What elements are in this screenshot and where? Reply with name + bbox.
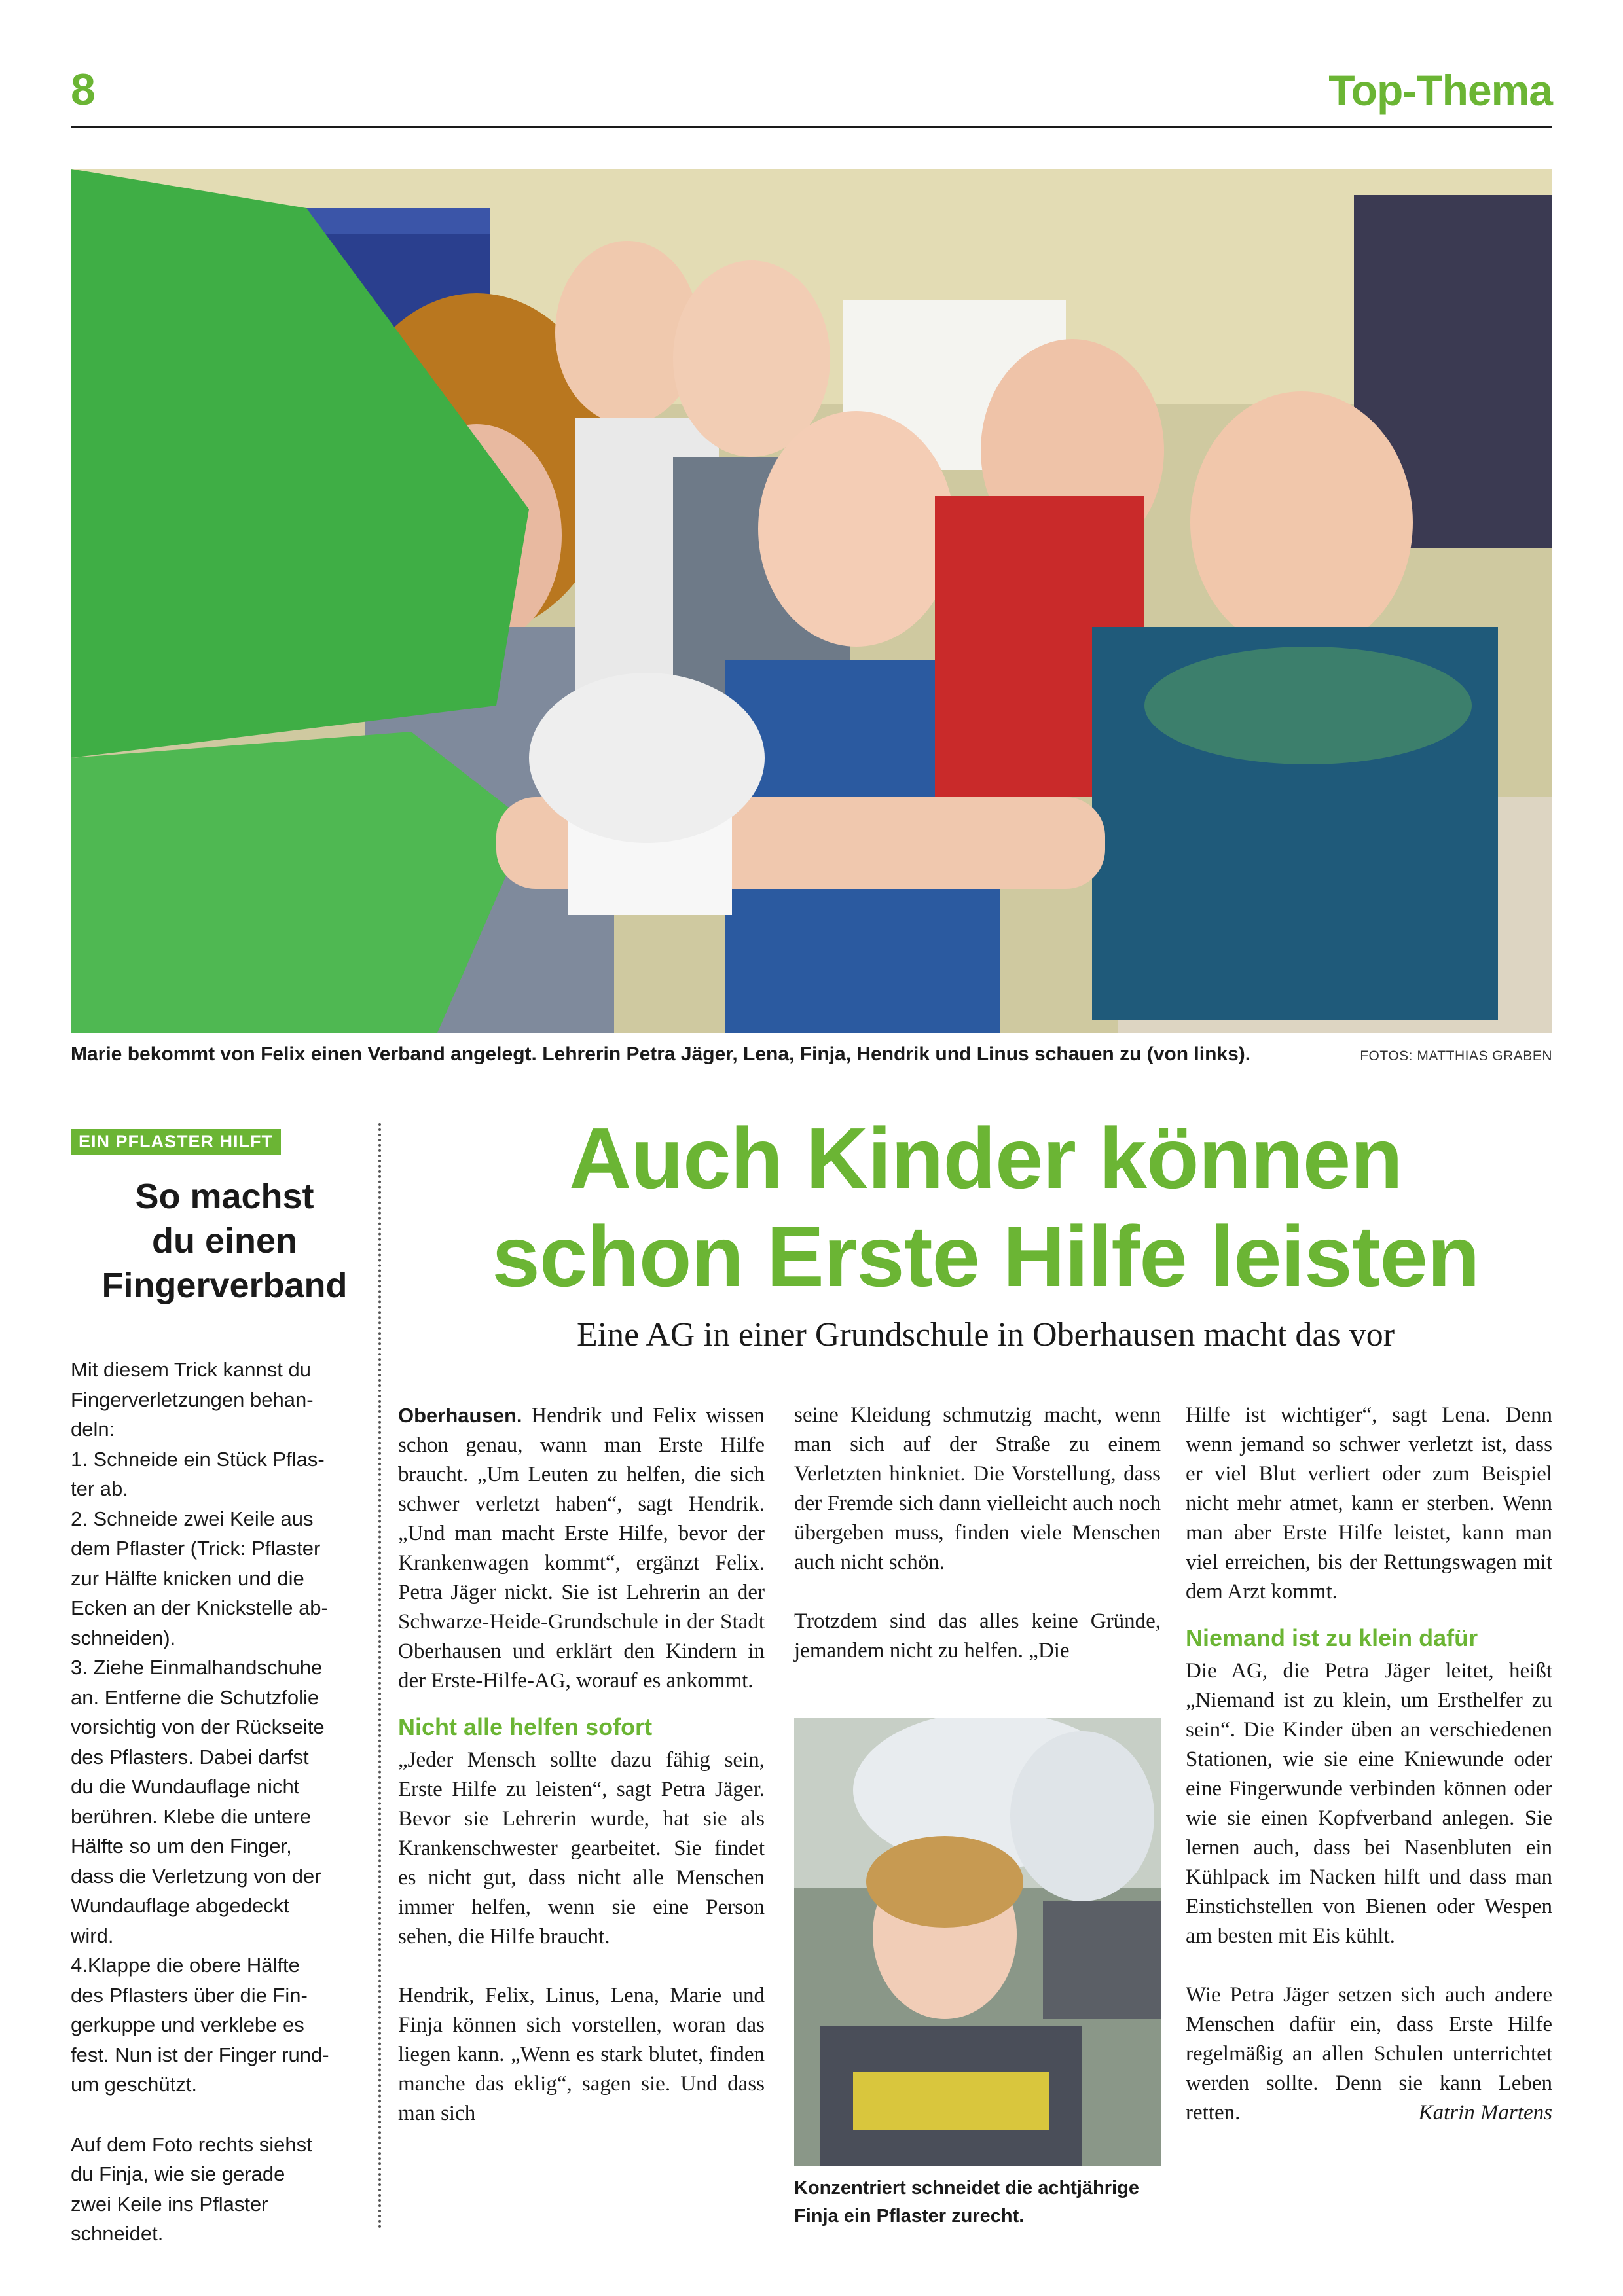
info-box-line: des Pflasters. Dabei darfst — [71, 1745, 309, 1768]
info-box-title-line: Fingerverband — [101, 1266, 348, 1305]
info-box-body — [71, 1355, 378, 2249]
info-box-line: 3. Ziehe Einmalhandschuhe — [71, 1656, 323, 1679]
main-photo — [71, 169, 1552, 1033]
article-paragraph: Die AG, die Petra Jäger leitet, heißt „Niemand ist zu klein, um Ersthelfer zu sein“. Die Kinder üben an verschiedenen Stationen, wie sie eine Kniewunde oder eine Fingerwunde verbinden können oder wie sie einen Kopfverband anlegen. Sie lernen auch, dass bei Nasenbluten ein Kühlpack im Nacken hilft und dass man Einstichstellen von Bienen oder Wespen am besten mit Eis kühlt. — [1186, 1659, 1552, 1948]
info-box-line: Mit diesem Trick kannst du — [71, 1358, 311, 1381]
article-paragraph — [1186, 1981, 1552, 2128]
info-box-line: 2. Schneide zwei Keile aus — [71, 1507, 314, 1530]
article-paragraph: Hilfe ist wichtiger“, sagt Lena. Denn wenn jemand so schwer verletzt ist, dass er viel Blut verliert oder zum Beispiel nicht mehr atmet, kann er sterben. Wenn man aber Erste Hilfe leistet, kann man viel erreichen, bis der Rettungswagen mit dem Arzt kommt. — [1186, 1403, 1552, 1604]
dotted-divider — [378, 1123, 381, 2229]
info-box-line: du die Wundauflage nicht — [71, 1775, 300, 1798]
info-box-line: Hälfte so um den Finger, — [71, 1835, 292, 1857]
info-box — [71, 1129, 378, 2249]
section-title: Top-Thema — [1328, 66, 1552, 115]
info-box-line: du Finja, wie sie gerade — [71, 2162, 285, 2185]
article-paragraph: „Jeder Mensch sollte dazu fähig sein, Erste Hilfe zu leisten“, sagt Petra Jäger. Bevor sie Lehrerin wurde, hat sie als Krankenschwester gearbeitet. Sie findet es nicht gut, dass nicht alle Menschen immer helfen, wenn sie eine Person sehen, die Hilfe braucht. — [398, 1748, 765, 1948]
info-box-line: um geschützt. — [71, 2073, 197, 2096]
paragraph-text: Wie Petra Jäger setzen sich auch andere Menschen dafür ein, dass Erste Hilfe regelmäßig an allen Schulen unterrichtet werden sollte. Denn sie kann Leben retten. — [1186, 1983, 1552, 2125]
info-box-line: Wundauflage abgedeckt — [71, 1894, 289, 1917]
article-paragraph: Trotzdem sind das alles keine Gründe, jemandem nicht zu helfen. „Die — [794, 1609, 1161, 1662]
info-box-line: Fingerverletzungen behan- — [71, 1388, 314, 1411]
dateline: Oberhausen. — [398, 1404, 522, 1427]
info-box-line: dem Pflaster (Trick: Pflaster — [71, 1537, 321, 1560]
headline — [419, 1109, 1552, 1306]
info-box-line: schneiden). — [71, 1626, 176, 1649]
info-box-line: Ecken an der Knickstelle ab- — [71, 1596, 328, 1619]
article-paragraph: seine Kleidung schmutzig macht, wenn man sich auf der Straße zu einem Verletzten hinkniet. Die Vorstellung, dass der Fremde sich dann vielleicht auch noch übergeben muss, finden viele Menschen auch nicht schön. — [794, 1403, 1161, 1574]
subheadline: Eine AG in einer Grundschule in Oberhausen macht das vor — [576, 1316, 1395, 1354]
article-paragraph — [398, 1401, 765, 1696]
info-box-line: schneidet. — [71, 2222, 164, 2245]
page-number: 8 — [71, 65, 96, 115]
info-box-line: berühren. Klebe die untere — [71, 1804, 312, 1828]
info-box-title-line: So machst — [135, 1177, 314, 1216]
info-box-title-line: du einen — [151, 1221, 297, 1261]
info-box-line: 1. Schneide ein Stück Pflas- — [71, 1447, 325, 1471]
info-box-line: fest. Nun ist der Finger rund- — [71, 2043, 329, 2066]
finja-photo — [794, 1718, 1161, 2166]
finja-photo-caption: Konzentriert schneidet die achtjährige Finja ein Pflaster zurecht. — [794, 2178, 1139, 2227]
info-box-line: wird. — [71, 1924, 114, 1947]
article-subheading: Nicht alle helfen sofort — [398, 1713, 653, 1740]
info-box-line: ter ab. — [71, 1477, 128, 1500]
info-box-line: Auf dem Foto rechts siehst — [71, 2132, 312, 2156]
article-column-1 — [398, 1401, 765, 2128]
article-column-2 — [794, 1401, 1161, 1666]
header-rule — [71, 126, 1552, 128]
article-column-3 — [1186, 1401, 1552, 2128]
author-byline: Katrin Martens — [1418, 2101, 1552, 2125]
info-box-line: an. Entferne die Schutzfolie — [71, 1685, 319, 1709]
article-paragraph: Hendrik, Felix, Linus, Lena, Marie und Finja können sich vorstellen, woran das liegen kann. „Wenn es stark blutet, finden manche das eklig“, sagen sie. Und dass man sich — [398, 1984, 765, 2125]
info-box-line: dass die Verletzung von der — [71, 1864, 321, 1888]
info-box-line: 4.Klappe die obere Hälfte — [71, 1954, 300, 1977]
info-box-line: gerkuppe und verklebe es — [71, 2013, 304, 2036]
info-box-line: zur Hälfte knicken und die — [71, 1566, 304, 1590]
info-box-line: deln: — [71, 1418, 115, 1441]
headline-line: schon Erste Hilfe leisten — [492, 1208, 1480, 1304]
photo-credit: FOTOS: MATTHIAS GRABEN — [1360, 1049, 1552, 1064]
headline-line: Auch Kinder können — [569, 1110, 1402, 1206]
article-subheading: Niemand ist zu klein dafür — [1186, 1624, 1478, 1651]
photo-caption: Marie bekommt von Felix einen Verband angelegt. Lehrerin Petra Jäger, Lena, Finja, Hendrik und Linus schauen zu (von links). — [71, 1043, 1251, 1065]
info-box-line: zwei Keile ins Pflaster — [71, 2192, 268, 2215]
info-box-title — [71, 1174, 378, 1308]
info-box-line: vorsichtig von der Rückseite — [71, 1715, 325, 1738]
info-box-line: des Pflasters über die Fin- — [71, 1983, 308, 2007]
paragraph-text: Hendrik und Felix wissen schon genau, wann man Erste Hilfe braucht. „Um Leuten zu helfen, die sich schwer verletzt haben“, sagt Hendrik. „Und man macht Erste Hilfe, bevor der Krankenwagen kommt“, ergänzt Felix. Petra Jäger nickt. Sie ist Lehrerin an der Schwarze-Heide-Grundschule in der Stadt Oberhausen und erklärt den Kindern in der Erste-Hilfe-AG, worauf es ankommt. — [398, 1404, 765, 1693]
info-box-label: EIN PFLASTER HILFT — [71, 1129, 281, 1155]
